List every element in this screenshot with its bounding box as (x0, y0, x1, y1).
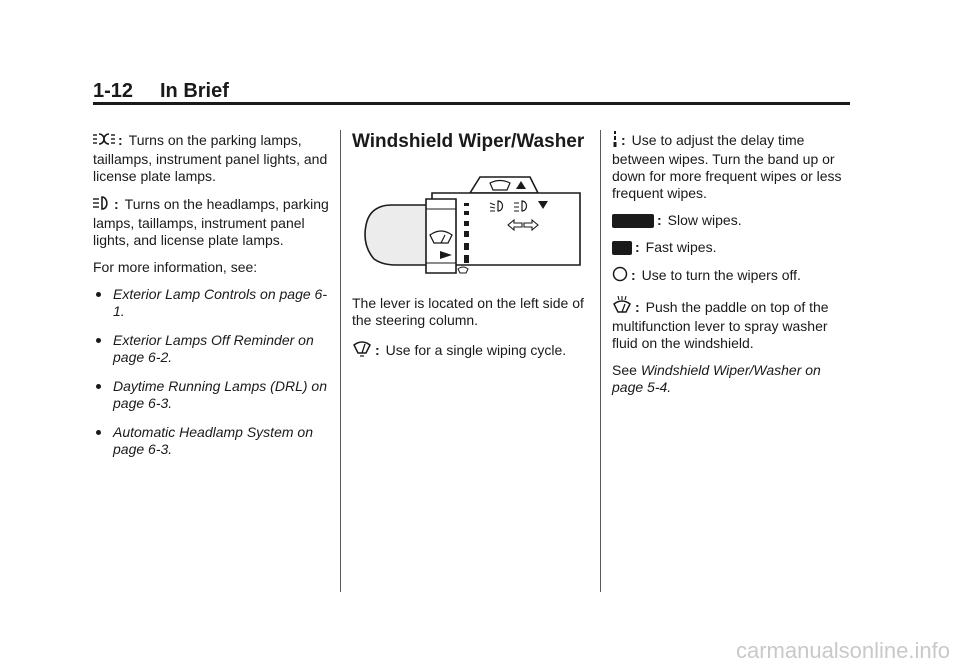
label-colon: : (635, 239, 640, 255)
bullet-icon (96, 292, 101, 297)
mist-paragraph (352, 339, 590, 361)
wiper-washer-heading: Windshield Wiper/Washer (352, 131, 585, 152)
left-column (93, 131, 330, 470)
wiper-off-icon (612, 266, 628, 286)
parking-lamp-icon (93, 131, 115, 151)
page-number: 1-12 (93, 80, 134, 102)
right-column (612, 131, 852, 406)
slow-wipe-icon (612, 214, 654, 228)
label-colon: : (631, 267, 636, 283)
wiper-washer-reference-link[interactable]: Windshield Wiper/Washer on page 5-4. (612, 362, 821, 395)
mist-text: Use for a single wiping cycle. (385, 342, 567, 358)
page-header (93, 80, 850, 104)
wiper-lever-illustration (352, 165, 588, 285)
label-colon: : (635, 299, 640, 315)
reference-item[interactable] (93, 424, 330, 458)
reference-link[interactable]: Daytime Running Lamps (DRL) on page 6-3. (113, 378, 327, 411)
label-colon: : (114, 196, 119, 212)
label-colon: : (657, 212, 662, 228)
washer-text: Push the paddle on top of the multifunction lever to spray washer fluid on the windshield. (612, 299, 829, 351)
headlamps-paragraph (93, 195, 330, 249)
label-colon: : (118, 132, 123, 148)
bullet-icon (96, 338, 101, 343)
fast-wipe-paragraph (612, 239, 852, 256)
more-info-text: For more information, see: (93, 259, 258, 275)
label-colon: : (621, 132, 626, 148)
washer-icon (612, 296, 632, 318)
reference-item[interactable] (93, 286, 330, 320)
headlamps-text: Turns on the headlamps, parking lamps, taillamps, instrument panel lights, and license plate lamps. (93, 196, 329, 248)
delay-paragraph (612, 131, 852, 202)
header-rule (93, 102, 850, 105)
lever-location-text: The lever is located on the left side of the steering column. (352, 295, 584, 328)
reference-item[interactable] (93, 378, 330, 412)
reference-link[interactable]: Exterior Lamps Off Reminder on page 6-2. (113, 332, 314, 365)
middle-column (352, 131, 590, 371)
off-paragraph (612, 266, 852, 286)
see-reference-paragraph (612, 362, 852, 396)
washer-paragraph (612, 296, 852, 352)
see-prefix: See (612, 362, 637, 378)
reference-link[interactable]: Exterior Lamp Controls on page 6-1. (113, 286, 327, 319)
off-text: Use to turn the wipers off. (641, 267, 801, 283)
wiper-mist-icon (352, 339, 372, 361)
reference-item[interactable] (93, 332, 330, 366)
slow-wipe-paragraph (612, 212, 852, 229)
fast-wipe-icon (612, 241, 632, 255)
delay-band-icon (612, 131, 618, 151)
parking-lamps-paragraph (93, 131, 330, 185)
slow-wipe-text: Slow wipes. (667, 212, 742, 228)
section-title: In Brief (160, 80, 229, 102)
headlamp-icon (93, 195, 111, 215)
reference-link[interactable]: Automatic Headlamp System on page 6-3. (113, 424, 313, 457)
delay-text: Use to adjust the delay time between wipes. Turn the band up or down for more frequent wipes or less frequent wipes. (612, 132, 842, 201)
fast-wipe-text: Fast wipes. (645, 239, 717, 255)
column-divider-right (600, 130, 601, 592)
parking-lamps-text: Turns on the parking lamps, taillamps, instrument panel lights, and license plate lamps. (93, 132, 328, 184)
reference-list (93, 286, 330, 458)
bullet-icon (96, 384, 101, 389)
site-watermark: carmanualsonline.info (735, 638, 950, 663)
label-colon: : (375, 342, 380, 358)
bullet-icon (96, 430, 101, 435)
column-divider-left (340, 130, 341, 592)
